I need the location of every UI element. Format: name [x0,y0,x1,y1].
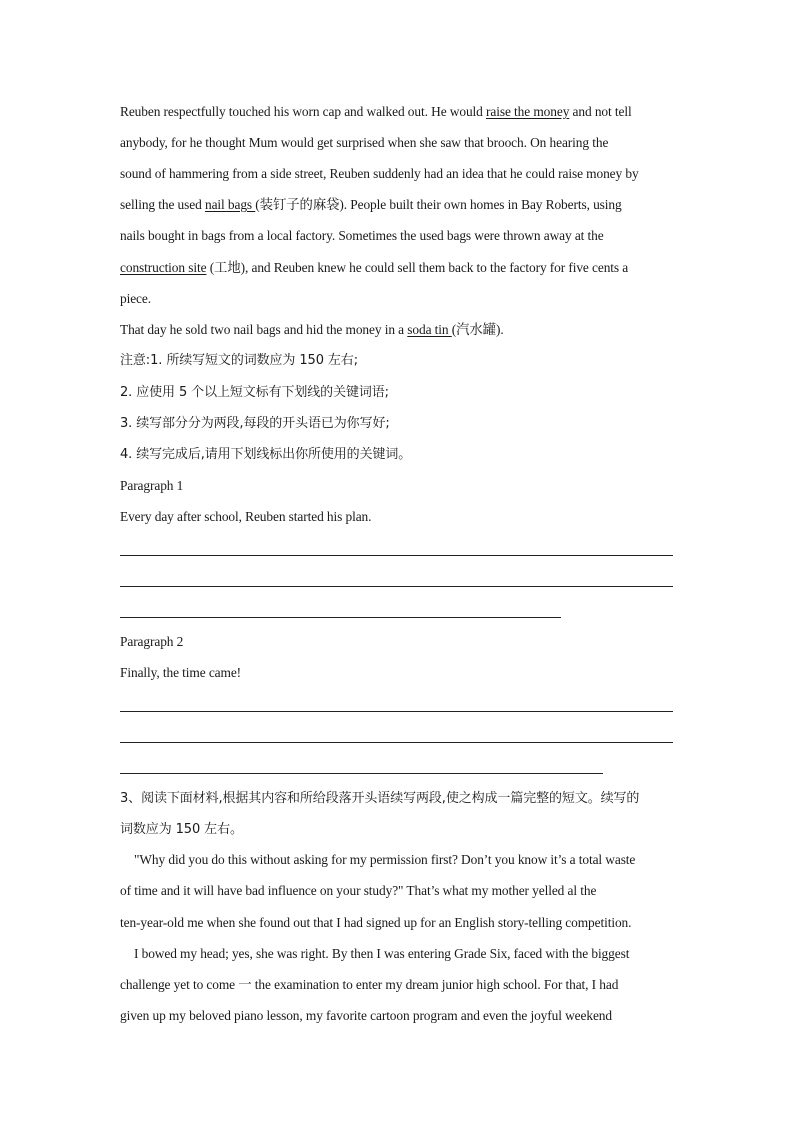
text-span: (汽水罐). [451,322,504,337]
writing-line[interactable] [120,773,603,774]
text-span: Reuben respectfully touched his worn cap and walked out. He would [120,104,487,119]
writing-line[interactable] [120,586,673,587]
q3-passage-line-3: ten-year-old me when she found out that I had signed up for an English story-telling competition. [120,915,632,930]
keyword-nail-bags: nail bags [204,197,256,212]
text-span: (装钉子的麻袋). People built their own homes in Bay Roberts, using [255,197,622,212]
text-span: and not tell [569,104,632,119]
paragraph-1-label: Paragraph 1 [120,478,184,493]
q3-passage-line-4: I bowed my head; yes, she was right. By then I was entering Grade Six, faced with the biggest [134,946,630,961]
keyword-soda-tin: soda tin [407,322,452,337]
text-span: selling the used [120,197,205,212]
passage-line-7: piece. [120,291,151,306]
paragraph-2-label: Paragraph 2 [120,634,184,649]
text-span: That day he sold two nail bags and hid the money in a [120,322,408,337]
note-3: 3. 续写部分分为两段,每段的开头语已为你写好; [120,416,390,431]
keyword-construction-site: construction site [120,260,207,275]
question-3-instruction: 3、阅读下面材料,根据其内容和所给段落开头语续写两段,使之构成一篇完整的短文。续写的 [120,791,640,806]
keyword-raise-the-money: raise the money [486,104,570,119]
writing-line[interactable] [120,711,673,712]
note-4: 4. 续写完成后,请用下划线标出你所使用的关键词。 [120,447,412,462]
paragraph-2-opening: Finally, the time came! [120,665,242,680]
passage-line-3: sound of hammering from a side street, Reuben suddenly had an idea that he could raise money by [120,166,639,181]
writing-line[interactable] [120,555,673,556]
question-3-instruction-cont: 词数应为 150 左右。 [120,822,243,837]
passage-line-5: nails bought in bags from a local factory. Sometimes the used bags were thrown away at the [120,228,604,243]
writing-line[interactable] [120,742,673,743]
passage-line-1 [120,102,680,122]
passage-line-2: anybody, for he thought Mum would get surprised when she saw that brooch. On hearing the [120,135,609,150]
q3-passage-line-6: given up my beloved piano lesson, my favorite cartoon program and even the joyful weekend [120,1008,612,1023]
writing-line[interactable] [120,617,561,618]
q3-passage-line-1: "Why did you do this without asking for my permission first? Don’t you know it’s a total waste [134,852,636,867]
text-span: (工地), and Reuben knew he could sell them back to the factory for five cents a [206,260,629,275]
note-1: 注意:1. 所续写短文的词数应为 150 左右; [120,353,358,368]
q3-passage-line-5: challenge yet to come 一 the examination to enter my dream junior high school. For that, I had [120,977,619,992]
note-2: 2. 应使用 5 个以上短文标有下划线的关键词语; [120,385,389,400]
passage-line-4 [120,195,680,215]
passage-line-6 [120,258,680,278]
paragraph-1-opening: Every day after school, Reuben started his plan. [120,509,372,524]
q3-passage-line-2: of time and it will have bad influence on your study?" That’s what my mother yelled al the [120,883,597,898]
passage-line-8 [120,320,680,340]
